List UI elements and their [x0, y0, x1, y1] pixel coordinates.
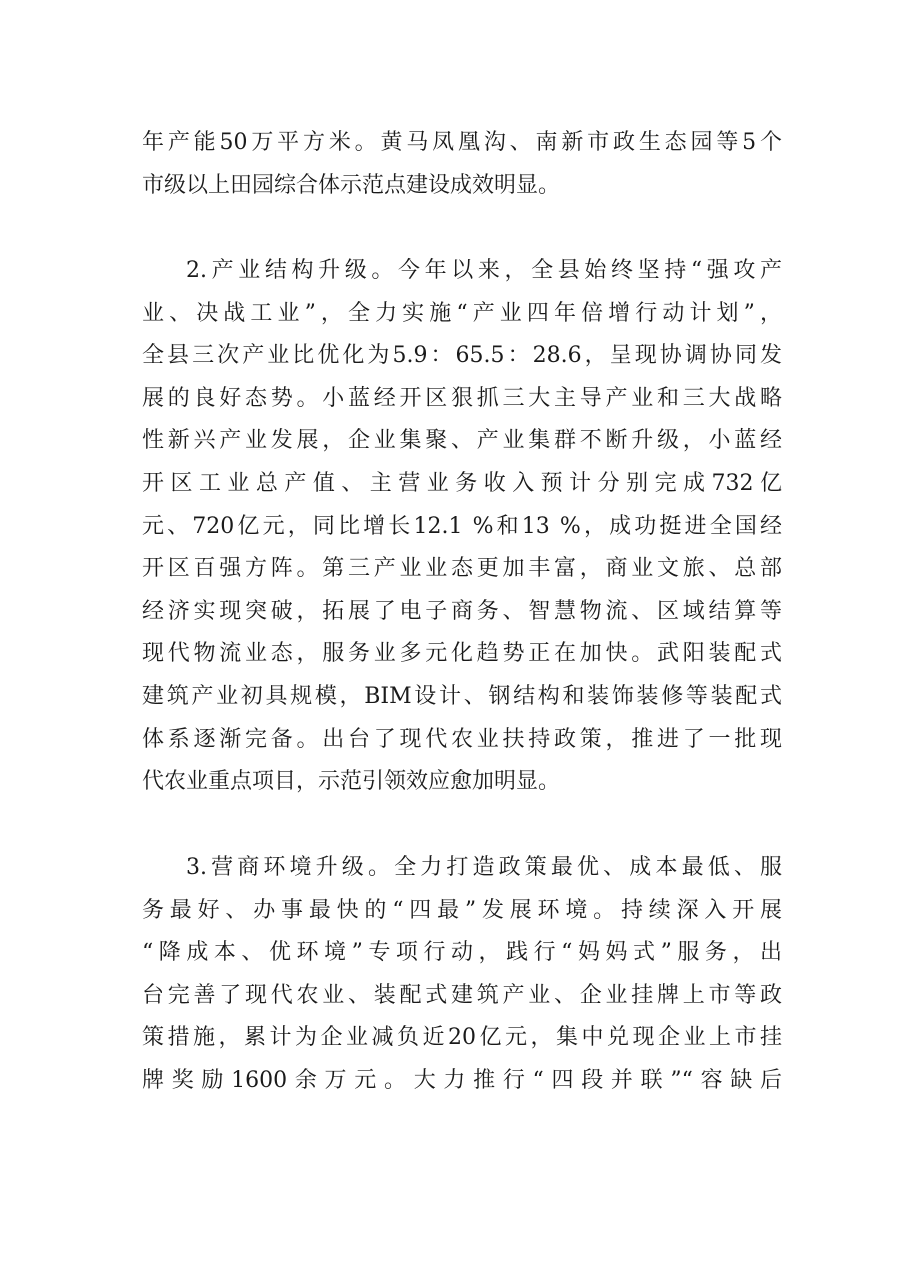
paragraph-2 [142, 250, 782, 804]
text-line: 策措施，累计为企业减负近20亿元，集中兑现企业上市挂 [142, 1025, 782, 1051]
text-line: 展的良好态势。小蓝经开区狠抓三大主导产业和三大战略 [142, 385, 782, 411]
text-line: 体系逐渐完备。出台了现代农业扶持政策，推进了一批现 [142, 726, 782, 752]
text-line: 业、决战工业”，全力实施“产业四年倍增行动计划”， [142, 300, 782, 326]
text-line: 务最好、办事最快的“四最”发展环境。持续深入开展 [142, 897, 782, 923]
text-line: 市级以上田园综合体示范点建设成效明显。 [142, 172, 561, 198]
text-line: 现代物流业态，服务业多元化趋势正在加快。武阳装配式 [142, 641, 782, 667]
text-line: 台完善了现代农业、装配式建筑产业、企业挂牌上市等政 [142, 982, 782, 1008]
text-line: “降成本、优环境”专项行动，践行“妈妈式”服务，出 [142, 940, 782, 966]
text-line: 牌奖励1600余万元。大力推行“四段并联”“容缺后 [142, 1067, 782, 1093]
text-line: 全县三次产业比优化为5.9：65.5：28.6，呈现协调协同发 [142, 343, 782, 369]
text-line: 3.营商环境升级。全力打造政策最优、成本最低、服 [186, 855, 782, 880]
text-line: 经济实现突破，拓展了电子商务、智慧物流、区域结算等 [142, 598, 782, 624]
paragraph-3 [142, 847, 782, 1103]
text-line: 2.产业结构升级。今年以来，全县始终坚持“强攻产 [186, 258, 782, 283]
text-line: 代农业重点项目，示范引领效应愈加明显。 [142, 769, 561, 795]
text-line: 性新兴产业发展，企业集聚、产业集群不断升级，小蓝经 [142, 428, 782, 454]
text-line: 开区百强方阵。第三产业业态更加丰富，商业文旅、总部 [142, 556, 782, 582]
text-line: 开区工业总产值、主营业务收入预计分别完成732亿 [142, 470, 782, 496]
text-line: 年产能50万平方米。黄马凤凰沟、南新市政生态园等5个 [142, 130, 782, 155]
paragraph-1 [142, 122, 782, 207]
text-line: 建筑产业初具规模，BIM设计、钢结构和装饰装修等装配式 [142, 683, 782, 709]
text-line: 元、720亿元，同比增长12.1 %和13 %，成功挺进全国经 [142, 513, 782, 539]
